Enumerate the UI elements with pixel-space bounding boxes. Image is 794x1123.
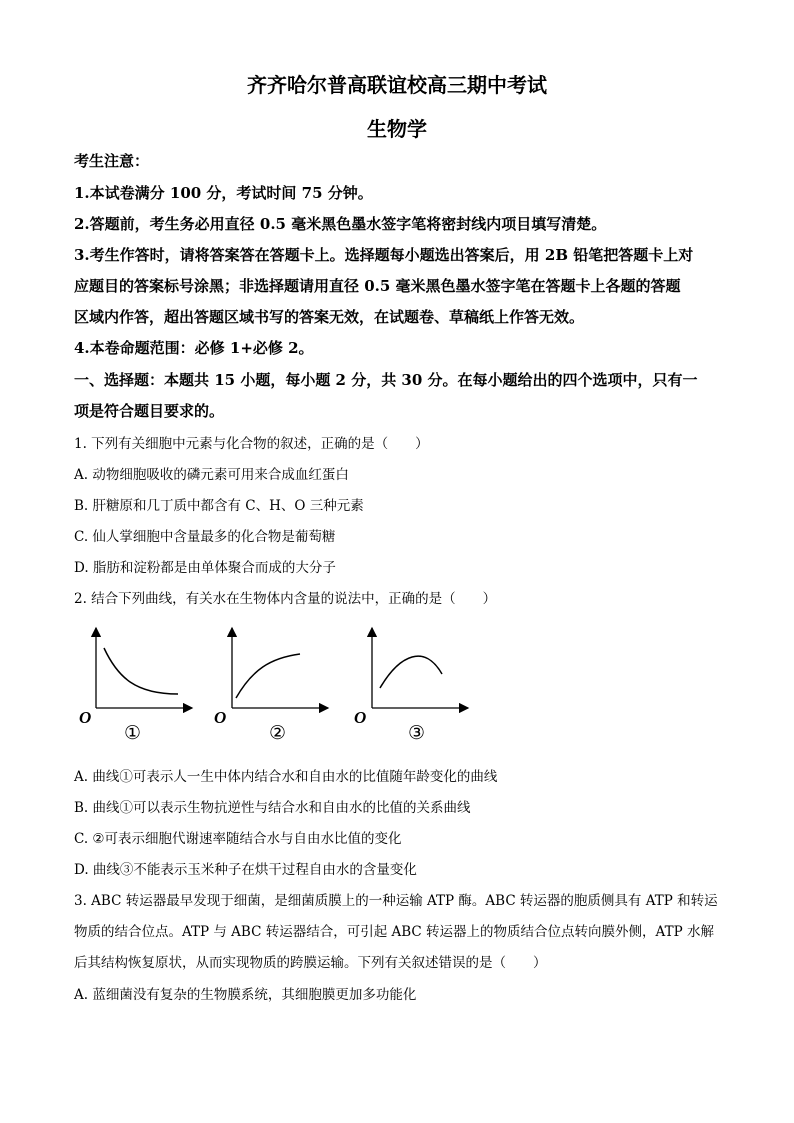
notes-line-3: 3.考生作答时，请将答案答在答题卡上。选择题每小题选出答案后，用 2B 铅笔把答题卡上对 [74, 246, 694, 264]
q2-option-c: C. ②可表示细胞代谢速率随结合水与自由水比值的变化 [74, 831, 402, 847]
graph-1 [79, 628, 192, 744]
q2-graphs-figure [70, 618, 480, 748]
graph-2-label: ② [269, 722, 287, 744]
q1-option-a: A. 动物细胞吸收的磷元素可用来合成血红蛋白 [74, 467, 349, 483]
notes-line-4: 应题目的答案标号涂黑；非选择题请用直径 0.5 毫米黑色墨水签字笔在答题卡上各题的答题 [74, 277, 681, 295]
q1-option-d: D. 脂肪和淀粉都是由单体聚合而成的大分子 [74, 560, 336, 576]
q3-stem-line-1: 3. ABC 转运器最早发现于细菌，是细菌质膜上的一种运输 ATP 酶。ABC 转运器的胞质侧具有 ATP 和转运 [74, 893, 718, 909]
notes-line-5: 区域内作答，超出答题区域书写的答案无效，在试题卷、草稿纸上作答无效。 [74, 308, 585, 326]
q2-option-a: A. 曲线①可表示人一生中体内结合水和自由水的比值随年龄变化的曲线 [74, 769, 498, 785]
graph-1-label: ① [124, 722, 142, 744]
graph-2-origin: O [214, 708, 227, 727]
notes-line-1: 1.本试卷满分 100 分，考试时间 75 分钟。 [74, 184, 373, 202]
graph-2 [214, 628, 328, 744]
q1-stem: 1. 下列有关细胞中元素与化合物的叙述，正确的是（ ） [74, 436, 429, 452]
graph-3 [354, 628, 468, 744]
q3-stem-line-3: 后其结构恢复原状，从而实现物质的跨膜运输。下列有关叙述错误的是（ ） [74, 955, 547, 971]
subject-title: 生物学 [367, 117, 427, 141]
q2-stem: 2. 结合下列曲线，有关水在生物体内含量的说法中，正确的是（ ） [74, 591, 497, 607]
q2-option-d: D. 曲线③不能表示玉米种子在烘干过程自由水的含量变化 [74, 862, 417, 878]
curve-decreasing [104, 648, 178, 694]
graph-1-origin: O [79, 708, 92, 727]
notes-heading: 考生注意： [74, 152, 150, 170]
curve-increasing [236, 654, 300, 698]
section-heading-line-2: 项是符合题目要求的。 [74, 402, 225, 420]
curve-rise-then-fall [380, 656, 442, 688]
q3-stem-line-2: 物质的结合位点。ATP 与 ABC 转运器结合，可引起 ABC 转运器上的物质结合位点转向膜外侧，ATP 水解 [74, 924, 714, 940]
notes-line-2: 2.答题前，考生务必用直径 0.5 毫米黑色墨水签字笔将密封线内项目填写清楚。 [74, 215, 607, 233]
graph-3-origin: O [354, 708, 367, 727]
section-heading-line-1: 一、选择题：本题共 15 小题，每小题 2 分，共 30 分。在每小题给出的四个选项中，只有一 [74, 371, 698, 389]
graph-3-label: ③ [408, 722, 426, 744]
q1-option-c: C. 仙人掌细胞中含量最多的化合物是葡萄糖 [74, 529, 336, 545]
q3-option-a: A. 蓝细菌没有复杂的生物膜系统，其细胞膜更加多功能化 [74, 987, 417, 1003]
notes-line-6: 4.本卷命题范围：必修 1+必修 2。 [74, 339, 314, 357]
q2-option-b: B. 曲线①可以表示生物抗逆性与结合水和自由水的比值的关系曲线 [74, 800, 471, 816]
exam-title: 齐齐哈尔普高联谊校高三期中考试 [247, 73, 547, 97]
q1-option-b: B. 肝糖原和几丁质中都含有 C、H、O 三种元素 [74, 498, 364, 514]
